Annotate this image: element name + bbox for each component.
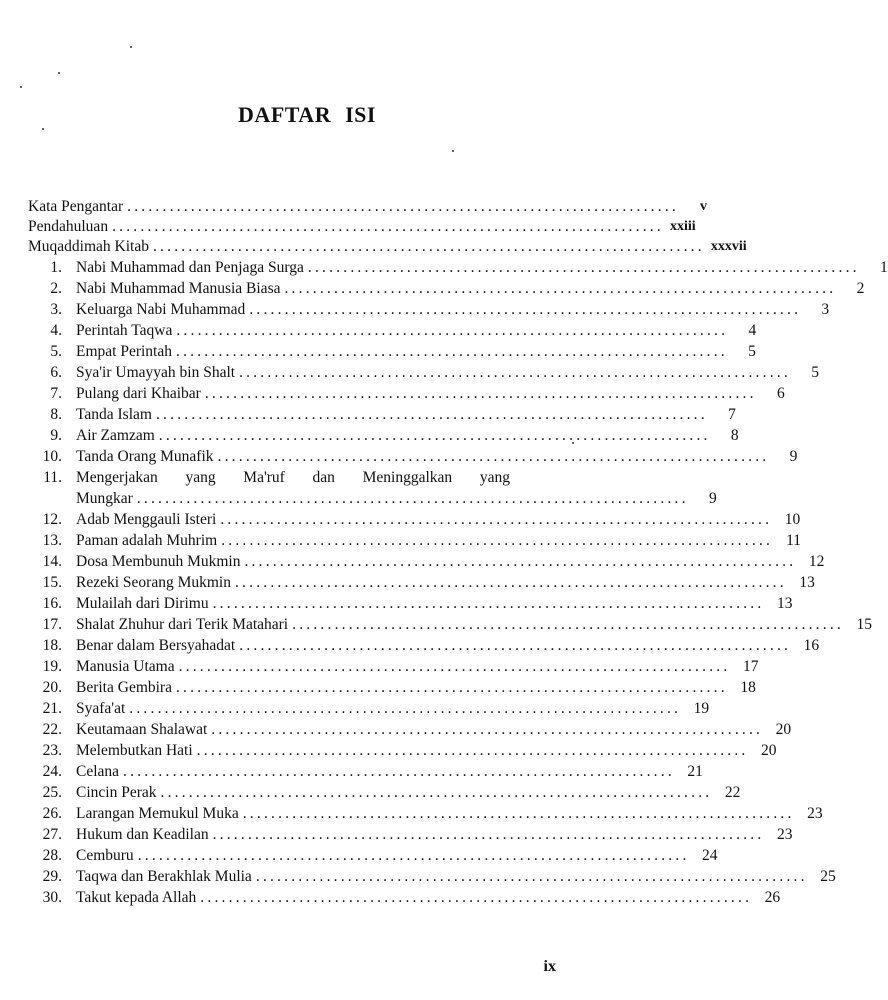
toc-page-number: 21 xyxy=(687,763,703,780)
toc-row[interactable] xyxy=(28,635,820,656)
dot-leader: .............................................................................. xyxy=(136,490,689,507)
toc-number: 3. xyxy=(50,301,62,318)
toc-number: 11. xyxy=(43,469,62,486)
toc-label: Melembutkan Hati xyxy=(76,742,193,759)
dot-leader: .............................................................................. xyxy=(212,595,765,612)
toc-number: 13. xyxy=(42,532,62,549)
dot-leader: .............................................................................. xyxy=(196,742,749,759)
toc-number: 16. xyxy=(42,595,62,612)
toc-number: 1. xyxy=(50,259,62,276)
dot-leader: .............................................................................. xyxy=(176,343,728,360)
toc-row[interactable] xyxy=(28,887,781,908)
scan-speck xyxy=(58,72,60,74)
toc-label: Perintah Taqwa xyxy=(76,322,173,339)
toc-number: 28. xyxy=(42,847,62,864)
toc-number: 26. xyxy=(42,805,62,822)
dot-leader: .............................................................................. xyxy=(137,847,690,864)
toc-row[interactable] xyxy=(28,845,718,866)
toc-label: Hukum dan Keadilan xyxy=(76,826,209,843)
toc-page-number: 6 xyxy=(776,385,785,402)
scan-speck xyxy=(42,128,44,130)
dot-leader: .............................................................................. xyxy=(242,805,795,822)
toc-number: 15. xyxy=(42,574,62,591)
toc-row[interactable] xyxy=(28,761,703,782)
toc-label: Berita Gembira xyxy=(76,679,172,696)
toc-number: 25. xyxy=(42,784,62,801)
toc-label: Paman adalah Muhrim xyxy=(76,532,218,549)
toc-page-number: 18 xyxy=(740,679,756,696)
dot-leader: .............................................................................. xyxy=(284,280,837,297)
toc-row[interactable] xyxy=(28,404,736,425)
dot-leader: .............................................................................. xyxy=(255,868,808,885)
toc-number: 24. xyxy=(42,763,62,780)
toc-number: 9. xyxy=(50,427,62,444)
toc-page-number: 2 xyxy=(856,280,865,297)
dot-leader: .............................................................................. xyxy=(217,448,770,465)
toc-page-number: 24 xyxy=(702,847,718,864)
toc-row[interactable] xyxy=(28,593,793,614)
toc-number: 29. xyxy=(42,868,62,885)
dot-leader: .............................................................................. xyxy=(204,385,757,402)
dot-leader: .............................................................................. xyxy=(239,364,791,381)
toc-page-number: 20 xyxy=(775,721,792,738)
toc-row[interactable] xyxy=(28,509,801,530)
toc-row-front-matter[interactable] xyxy=(28,217,696,237)
toc-number: 8. xyxy=(50,406,62,423)
toc-row-multiline[interactable] xyxy=(28,467,558,488)
dot-leader: .............................................................................. xyxy=(160,784,713,801)
toc-page-number: 23 xyxy=(807,805,823,822)
scan-speck xyxy=(452,150,454,152)
toc-label: Syafa'at xyxy=(76,700,126,717)
toc-page-number: 20 xyxy=(761,742,777,759)
dot-leader: .............................................................................. xyxy=(221,532,774,549)
dot-leader: .............................................................................. xyxy=(212,826,765,843)
toc-page-number: 16 xyxy=(803,637,820,654)
dot-leader: .............................................................................. xyxy=(292,616,844,633)
toc-page-number: 12 xyxy=(808,553,825,570)
dot-leader: .............................................................................. xyxy=(155,406,708,423)
toc-label: Benar dalam Bersyahadat xyxy=(76,637,236,654)
dot-leader: .............................................................................. xyxy=(249,301,802,318)
dot-leader: .............................................................................. xyxy=(112,218,664,235)
dot-leader: .............................................................................. xyxy=(200,889,753,906)
toc-label: Muqaddimah Kitab xyxy=(28,238,149,255)
toc-number: 21. xyxy=(42,700,62,717)
toc-page-number: 10 xyxy=(784,511,801,528)
toc-page-number: 5 xyxy=(748,343,756,360)
toc-row[interactable] xyxy=(28,278,865,299)
toc-row[interactable] xyxy=(28,824,793,845)
toc-row[interactable] xyxy=(28,698,710,719)
toc-page-number: 9 xyxy=(708,490,717,507)
toc-row[interactable] xyxy=(28,425,739,446)
toc-label: Nabi Muhammad Manusia Biasa xyxy=(76,280,281,297)
toc-page-number: 13 xyxy=(799,574,815,591)
toc-page-number: 15 xyxy=(856,616,872,633)
toc-row-front-matter[interactable] xyxy=(28,197,707,217)
toc-page-number: 26 xyxy=(764,889,781,906)
toc-row[interactable] xyxy=(28,257,888,278)
toc-label: Keutamaan Shalawat xyxy=(76,721,208,738)
toc-label: Manusia Utama xyxy=(76,658,175,675)
dot-leader: .............................................................................. xyxy=(220,511,773,528)
scan-speck xyxy=(130,46,132,48)
toc-page-number: 25 xyxy=(820,868,836,885)
toc-number: 14. xyxy=(42,553,62,570)
toc-label: Cemburu xyxy=(76,847,134,864)
dot-leader: .............................................................................. xyxy=(175,679,728,696)
toc-label-line-1: Mengerjakan yang Ma'ruf dan Meninggalkan yang xyxy=(76,469,510,486)
toc-page-number: 4 xyxy=(748,322,757,339)
toc-label: Adab Menggauli Isteri xyxy=(76,511,217,528)
toc-number: 5. xyxy=(50,343,62,360)
toc-page-number: v xyxy=(699,199,707,214)
scan-speck xyxy=(20,86,22,88)
toc-row[interactable] xyxy=(28,362,819,383)
toc-label: Keluarga Nabi Muhammad xyxy=(76,301,246,318)
toc-label: Taqwa dan Berakhlak Mulia xyxy=(76,868,252,885)
toc-row[interactable] xyxy=(28,341,756,362)
toc-number: 7. xyxy=(50,385,62,402)
dot-leader: .............................................................................. xyxy=(239,637,792,654)
toc-row[interactable] xyxy=(28,866,836,887)
toc-page-number: 13 xyxy=(776,595,793,612)
toc-number: 12. xyxy=(42,511,62,528)
toc-label: Sya'ir Umayyah bin Shalt xyxy=(76,364,236,381)
toc-number: 4. xyxy=(50,322,62,339)
dot-leader: .............................................................................. xyxy=(127,198,679,215)
toc-page-number: xxiii xyxy=(669,219,696,234)
toc-row[interactable] xyxy=(28,530,802,551)
toc-number: 23. xyxy=(42,742,62,759)
dot-leader: .............................................................................. xyxy=(158,427,711,444)
toc-number: 6. xyxy=(50,364,62,381)
toc-label: Cincin Perak xyxy=(76,784,157,801)
dot-leader: .............................................................................. xyxy=(176,322,729,339)
toc-label: Tanda Islam xyxy=(76,406,152,423)
toc-label: Nabi Muhammad dan Penjaga Surga xyxy=(76,259,304,276)
toc-label: Pendahuluan xyxy=(28,218,109,235)
toc-number: 10. xyxy=(42,448,62,465)
toc-page-number: 5 xyxy=(811,364,819,381)
page-title: DAFTAR ISI xyxy=(238,102,376,127)
dot-leader: .............................................................................. xyxy=(244,553,797,570)
toc-number: 27. xyxy=(42,826,62,843)
toc-row[interactable] xyxy=(28,299,830,320)
toc-label: Mulailah dari Dirimu xyxy=(76,595,209,612)
toc-number: 22. xyxy=(42,721,62,738)
toc-number: 30. xyxy=(42,889,62,906)
toc-label: Dosa Membunuh Mukmin xyxy=(76,553,241,570)
toc-row[interactable] xyxy=(28,446,798,467)
toc-label: Rezeki Seorang Mukmin xyxy=(76,574,231,591)
toc-row[interactable] xyxy=(28,803,823,824)
toc-number: 20. xyxy=(42,679,62,696)
toc-label: Kata Pengantar xyxy=(28,198,124,215)
dot-leader: .............................................................................. xyxy=(129,700,682,717)
toc-page-number: xxxvii xyxy=(710,239,747,254)
toc-label: Larangan Memukul Muka xyxy=(76,805,239,822)
dot-leader: .............................................................................. xyxy=(123,763,675,780)
toc-label: Pulang dari Khaibar xyxy=(76,385,201,402)
toc-page-number: 7 xyxy=(728,406,736,423)
toc-row[interactable] xyxy=(28,656,759,677)
toc-label: Air Zamzam xyxy=(76,427,155,444)
toc-row[interactable] xyxy=(28,551,825,572)
toc-page-number: 23 xyxy=(776,826,793,843)
toc-page-number: 9 xyxy=(789,448,798,465)
toc-number: 18. xyxy=(42,637,62,654)
dot-leader: .............................................................................. xyxy=(307,259,860,276)
toc-label: Empat Perintah xyxy=(76,343,172,360)
toc-label: Shalat Zhuhur dari Terik Matahari xyxy=(76,616,289,633)
toc-row[interactable] xyxy=(28,572,815,593)
toc-label: Tanda Orang Munafik xyxy=(76,448,214,465)
toc-page-number: 17 xyxy=(742,658,759,675)
toc-row[interactable] xyxy=(28,719,792,740)
toc-row[interactable] xyxy=(28,614,872,635)
dot-leader: .............................................................................. xyxy=(211,721,764,738)
toc-row-multiline-continuation[interactable] xyxy=(28,488,717,509)
toc-number: 17. xyxy=(42,616,62,633)
toc-row[interactable] xyxy=(28,677,756,698)
dot-leader: .............................................................................. xyxy=(178,658,731,675)
toc-number: 2. xyxy=(50,280,62,297)
toc-row-front-matter[interactable] xyxy=(28,237,747,257)
toc-page-number: 1 xyxy=(879,259,888,276)
toc-page-number: 3 xyxy=(821,301,830,318)
toc-label: Celana xyxy=(76,763,120,780)
toc-label: Takut kepada Allah xyxy=(76,889,197,906)
dot-leader: .............................................................................. xyxy=(152,238,705,255)
toc-label-line-2: Mungkar xyxy=(76,490,133,507)
page-folio: ix xyxy=(543,958,556,975)
toc-row[interactable] xyxy=(28,383,785,404)
toc-row[interactable] xyxy=(28,740,777,761)
dot-leader: .............................................................................. xyxy=(234,574,787,591)
toc-page-number: 19 xyxy=(693,700,710,717)
toc-row[interactable] xyxy=(28,320,757,341)
table-of-contents xyxy=(28,197,888,908)
toc-page-number: 11 xyxy=(786,532,802,549)
toc-page-number: 8 xyxy=(730,427,739,444)
toc-row[interactable] xyxy=(28,782,741,803)
toc-number: 19. xyxy=(42,658,62,675)
toc-page-number: 22 xyxy=(724,784,741,801)
